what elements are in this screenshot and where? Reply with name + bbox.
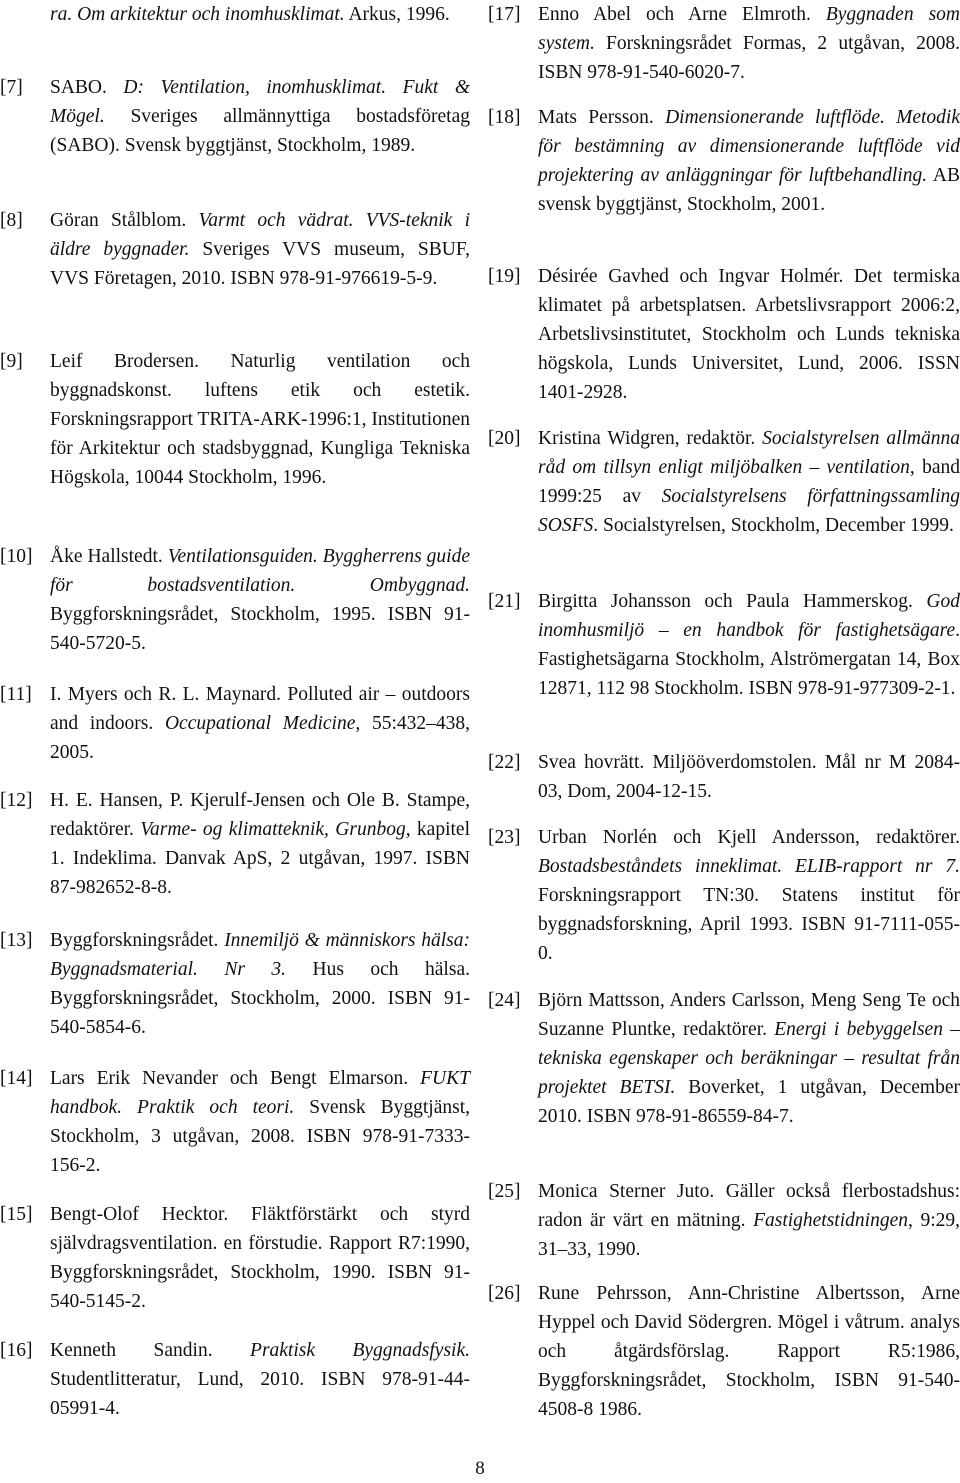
reference-text: Lars Erik Nevander och Bengt Elmarson. [50, 1068, 421, 1089]
reference-title: Varme- og klimatteknik, Grunbog [140, 819, 406, 840]
reference-text: Byggforskningsrådet. [50, 930, 225, 951]
reference-text: Leif Brodersen. Naturlig ventilation och byggnadskonst. luftens etik och estetik. Forskningsrapport TRITA-ARK-1996:1, Institutionen för Arkitektur och stadsbyggnad, Kungliga Tekniska Högskola, 10044 Stockholm, 1996. [50, 351, 471, 488]
reference-text: Rune Pehrsson, Ann-Christine Albertsson, Arne Hyppel och David Södergren. Mögel i våtrum. analys och åtgärdsförslag. Rapport R5:1986, Byggforskningsrådet, Stockholm, ISBN 91-540-4508-8 1986. [538, 1283, 960, 1420]
reference-text: Forskningsrapport TN:30. Statens institut för byggnadsforskning, April 1993. ISBN 91-7111-055-0. [538, 885, 960, 964]
reference-text: H. E. Hansen, P. Kjerulf-Jensen och Ole B. Stampe, redaktörer. [50, 790, 470, 840]
reference-text: Björn Mattsson, Anders Carlsson, Meng Seng Te och Suzanne Pluntke, redaktörer. [538, 990, 960, 1040]
reference-text: Byggforskningsrådet, Stockholm, 1995. ISBN 91-540-5720-5. [50, 604, 470, 654]
reference-entry-10 [0, 542, 470, 658]
reference-title: Byggnaden som system. [538, 4, 960, 54]
reference-title: D: Ventilation, inomhusklimat. Fukt & Mögel. [50, 77, 470, 127]
reference-number: [13] [0, 930, 33, 951]
reference-number: [7] [0, 77, 23, 98]
reference-number: [10] [0, 546, 33, 567]
reference-number: [16] [0, 1340, 33, 1361]
reference-entry-22 [488, 748, 960, 806]
reference-entry-19 [488, 262, 960, 407]
reference-text: Bengt-Olof Hecktor. Fläktförstärkt och styrd självdragsventilation. en förstudie. Rapport R7:1990, Byggforskningsrådet, Stockholm, 1990. ISBN 91-540-5145-2. [50, 1204, 470, 1312]
reference-title: Occupational Medicine [164, 713, 356, 734]
reference-number: [11] [0, 684, 32, 705]
reference-text: Svensk Byggtjänst, Stockholm, 3 utgåvan, 2008. ISBN 978-91-7333-156-2. [50, 1097, 470, 1176]
reference-title: Socialstyrelsen allmänna råd om tillsyn enligt miljöbalken – ventilation [538, 428, 960, 478]
reference-title: Bostadsbeståndets inneklimat. ELIB-rapport nr 7. [538, 856, 960, 877]
reference-entry-26 [488, 1279, 960, 1424]
reference-entry-11 [0, 680, 470, 767]
reference-text: Sveriges allmännyttiga bostadsföretag (SABO). Svensk byggtjänst, Stockholm, 1989. [50, 106, 470, 156]
reference-text: Kristina Widgren, redaktör. [538, 428, 763, 449]
reference-entry-14 [0, 1064, 470, 1180]
reference-number: [25] [488, 1181, 521, 1202]
reference-text: Forskningsrådet Formas, 2 utgåvan, 2008. ISBN 978-91-540-6020-7. [538, 33, 960, 83]
reference-entry-cont [0, 0, 470, 29]
reference-number: [26] [488, 1283, 521, 1304]
reference-title: Innemiljö & människors hälsa: Byggnadsmaterial. Nr 3. [50, 930, 470, 980]
reference-text: Studentlitteratur, Lund, 2010. ISBN 978-91-44-05991-4. [50, 1369, 470, 1419]
reference-title: Praktisk Byggnadsfysik. [250, 1340, 470, 1361]
reference-entry-15 [0, 1200, 470, 1316]
reference-text: Birgitta Johansson och Paula Hammerskog. [538, 591, 927, 612]
reference-text: I. Myers och R. L. Maynard. Polluted air – outdoors and indoors. [50, 684, 470, 734]
reference-number: [21] [488, 591, 521, 612]
reference-number: [14] [0, 1068, 33, 1089]
reference-title: ra. Om arkitektur och inomhusklimat. [50, 4, 345, 25]
reference-number: [9] [0, 351, 23, 372]
reference-number: [24] [488, 990, 521, 1011]
reference-entry-12 [0, 786, 470, 902]
reference-title: God inomhusmiljö – en handbok för fastighetsägare [538, 591, 960, 641]
reference-number: [22] [488, 752, 521, 773]
reference-text: Hus och hälsa. Byggforskningsrådet, Stockholm, 2000. ISBN 91-540-5854-6. [50, 959, 470, 1038]
reference-title: Socialstyrelsens författningssamling SOSFS [538, 486, 960, 536]
reference-entry-9 [0, 347, 470, 492]
reference-text: . Fastighetsägarna Stockholm, Alströmergatan 14, Box 12871, 112 98 Stockholm. ISBN 978-91-977309-2-1. [538, 620, 960, 699]
reference-text: Désirée Gavhed och Ingvar Holmér. Det termiska klimatet på arbetsplatsen. Arbetslivsrapport 2006:2, Arbetslivsinstitutet, Stockholm och Lunds tekniska högskola, Lunds Universitet, Lund, 2006. ISSN 1401-2928. [538, 266, 960, 403]
reference-entry-24 [488, 986, 960, 1131]
reference-text: Urban Norlén och Kjell Andersson, redaktörer. [538, 827, 960, 848]
reference-number: [18] [488, 107, 521, 128]
reference-text: Boverket, 1 utgåvan, December 2010. ISBN 978-91-86559-84-7. [538, 1077, 960, 1127]
reference-entry-25 [488, 1177, 960, 1264]
reference-entry-18 [488, 103, 960, 219]
reference-number: [17] [488, 4, 521, 25]
reference-entry-16 [0, 1336, 470, 1423]
reference-title: Energi i bebyggelsen – tekniska egenskaper och beräkningar – resultat från projektet BETSI. [538, 1019, 960, 1098]
reference-text: Monica Sterner Juto. Gäller också flerbostadshus: radon är värt en mätning. [538, 1181, 960, 1231]
reference-number: [23] [488, 827, 521, 848]
reference-text: , band 1999:25 av [538, 457, 960, 507]
reference-entry-20 [488, 424, 960, 540]
reference-text: Åke Hallstedt. [50, 546, 168, 567]
reference-title: Dimensionerande luftflöde. Metodik för bestämning av dimensionerande luftflöde vid projektering av anläggningar för luftbehandling. [538, 107, 960, 186]
reference-number: [15] [0, 1204, 33, 1225]
reference-title: Fastighetstidningen [753, 1210, 908, 1231]
reference-entry-13 [0, 926, 470, 1042]
reference-title: FUKT handbok. Praktik och teori. [50, 1068, 470, 1118]
reference-text: Sveriges VVS museum, SBUF, VVS Företagen, 2010. ISBN 978-91-976619-5-9. [50, 239, 470, 289]
reference-entry-8 [0, 206, 470, 293]
reference-number: [20] [488, 428, 521, 449]
reference-text: Arkus, 1996. [344, 4, 450, 25]
reference-text: SABO. [50, 77, 124, 98]
reference-text: Svea hovrätt. Miljööverdomstolen. Mål nr M 2084-03, Dom, 2004-12-15. [538, 752, 960, 802]
reference-entry-17 [488, 0, 960, 87]
reference-number: [8] [0, 210, 23, 231]
reference-text: Enno Abel och Arne Elmroth. [538, 4, 826, 25]
reference-text: . Socialstyrelsen, Stockholm, December 1999. [593, 515, 954, 536]
reference-text: AB svensk byggtjänst, Stockholm, 2001. [538, 165, 960, 215]
reference-text: Mats Persson. [538, 107, 666, 128]
reference-title: Ventilationsguiden. Byggherrens guide för bostadsventilation. Ombyggnad. [50, 546, 470, 596]
reference-text: , kapitel 1. Indeklima. Danvak ApS, 2 utgåvan, 1997. ISBN 87-982652-8-8. [50, 819, 470, 898]
reference-number: [12] [0, 790, 33, 811]
reference-text: Kenneth Sandin. [50, 1340, 251, 1361]
page-number: 8 [475, 1458, 485, 1479]
reference-text: Göran Stålblom. [50, 210, 199, 231]
reference-text: , 9:29, 31–33, 1990. [538, 1210, 960, 1260]
reference-text: , 55:432–438, 2005. [50, 713, 470, 763]
reference-entry-23 [488, 823, 960, 968]
reference-title: Varmt och vädrat. VVS-teknik i äldre byggnader. [50, 210, 470, 260]
reference-entry-7 [0, 73, 470, 160]
reference-number: [19] [488, 266, 521, 287]
reference-entry-21 [488, 587, 960, 703]
